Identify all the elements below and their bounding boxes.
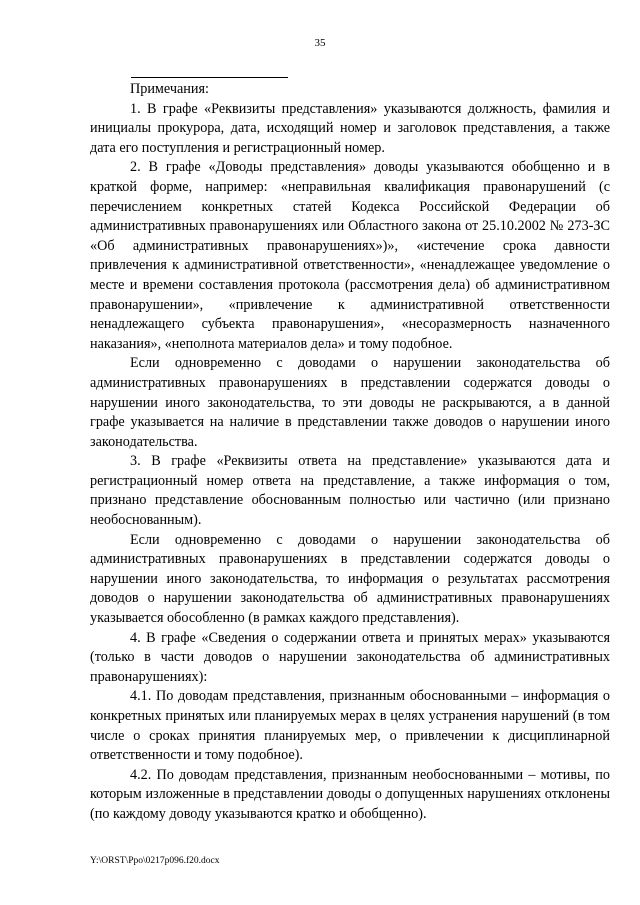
file-path-footer: Y:\ORST\Ppo\0217p096.f20.docx	[90, 856, 220, 866]
note-paragraph-2-addendum: Если одновременно с доводами о нарушении законодательства об административных правонарушениях в представлении содержатся доводы о нарушении иного законодательства, то эти доводы не раскрываются, а в данной графе указывается на наличие в представлении также доводов о нарушении иного законодательства.	[90, 355, 610, 450]
notes-section	[90, 80, 610, 825]
note-paragraph-4-2: 4.2. По доводам представления, признанным необоснованными – мотивы, по которым изложенные в представлении доводы о допущенных нарушениях отклонены (по каждому доводу указываются кратко и обобщенно).	[90, 766, 610, 822]
note-paragraph-4-1: 4.1. По доводам представления, признанным обоснованными – информация о конкретных принятых или планируемых мерах в целях устранения нарушений (в том числе о сроках принятия планируемых мер, о привлечении к дисциплинарной ответственности и тому подобное).	[90, 688, 610, 764]
note-paragraph-4: 4. В графе «Сведения о содержании ответа и принятых мерах» указываются (только в части доводов о нарушении законодательства об административных правонарушениях):	[90, 629, 610, 685]
notes-heading: Примечания:	[130, 81, 209, 97]
footnote-separator-line	[131, 77, 288, 78]
note-paragraph-2: 2. В графе «Доводы представления» доводы указываются обобщенно и в краткой форме, например: «неправильная квалификация правонарушений (с перечислением конкретных статей Кодекса Российской Федерации об административных правонарушениях или Областного закона от 25.10.2002 № 273-ЗС «Об административных правонарушениях»)», «истечение срока давности привлечения к административной ответственности», «ненадлежащее уведомление о месте и времени составления протокола (рассмотрения дела) об административном правонарушении», «привлечение к административной ответственности ненадлежащего субъекта правонарушения», «несоразмерность назначенного наказания», «неполнота материалов дела» и тому подобное.	[90, 159, 610, 352]
note-paragraph-1: 1. В графе «Реквизиты представления» указываются должность, фамилия и инициалы прокурора, дата, исходящий номер и заголовок представления, а также дата его поступления и регистрационный номер.	[90, 100, 610, 156]
page-number: 35	[314, 37, 326, 49]
note-paragraph-3: 3. В графе «Реквизиты ответа на представление» указываются дата и регистрационный номер ответа на представление, а также информация о том, признано представление обоснованным полностью или частично (или признано необоснованным).	[90, 453, 610, 529]
note-paragraph-3-addendum: Если одновременно с доводами о нарушении законодательства об административных правонарушениях в представлении содержатся доводы о нарушении иного законодательства, то информация о результатах рассмотрения доводов о нарушении законодательства об административных правонарушениях указывается обособленно (в рамках каждого представления).	[90, 531, 610, 627]
